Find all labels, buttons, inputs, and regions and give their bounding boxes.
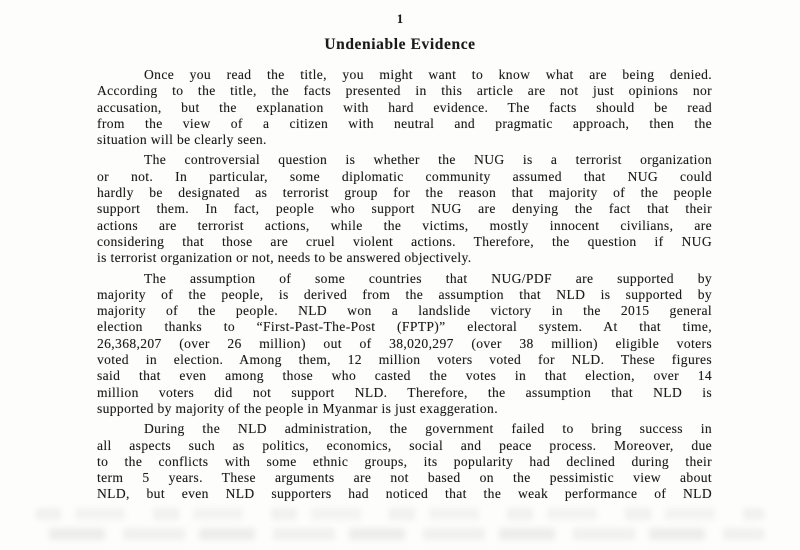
text-line: According to the title, the facts presented in this article are not just opinions nor xyxy=(97,83,712,99)
text-line: majority of the people. NLD won a landslide victory in the 2015 general xyxy=(97,303,712,319)
text-line: to the conflicts with some ethnic groups, its popularity had declined during their xyxy=(97,453,712,469)
text-line: During the NLD administration, the government failed to bring success in xyxy=(144,421,712,437)
text-line: majority of the people, is derived from the assumption that NLD is supported by xyxy=(97,286,712,302)
text-line: is terrorist organization or not, needs to be answered objectively. xyxy=(97,250,472,266)
text-line: said that even among those who casted the votes in that election, over 14 xyxy=(97,368,712,384)
text-line: term 5 years. These arguments are not based on the pessimistic view about xyxy=(97,470,712,486)
text-line: million voters did not support NLD. Therefore, the assumption that NLD is xyxy=(97,384,712,400)
paragraph xyxy=(97,67,712,148)
text-line: support them. In fact, people who support NUG are denying the fact that their xyxy=(97,201,712,217)
document-body xyxy=(97,67,712,503)
text-line: considering that those are cruel violent actions. Therefore, the question if NUG xyxy=(97,233,712,249)
text-line: voted in election. Among them, 12 million voters voted for NLD. These figures xyxy=(97,352,712,368)
text-line: or not. In particular, some diplomatic community assumed that NUG could xyxy=(97,168,712,184)
page-number: 1 xyxy=(396,12,404,26)
text-line: The assumption of some countries that NUG/PDF are supported by xyxy=(144,270,712,286)
text-line: NLD, but even NLD supporters had noticed that the weak performance of NLD xyxy=(97,486,712,502)
scan-bleed-artifact xyxy=(35,508,765,520)
text-line: hardly be designated as terrorist group for the reason that majority of the people xyxy=(97,185,712,201)
text-line: actions are terrorist actions, while the victims, mostly innocent civilians, are xyxy=(97,217,712,233)
text-line: supported by majority of the people in Myanmar is just exaggeration. xyxy=(97,400,498,416)
document-title: Undeniable Evidence xyxy=(324,36,476,53)
text-line: accusation, but the explanation with hard evidence. The facts should be read xyxy=(97,99,712,115)
text-line: situation will be clearly seen. xyxy=(97,132,267,148)
paragraph xyxy=(97,271,712,418)
text-line: The controversial question is whether the NUG is a terrorist organization xyxy=(144,152,712,168)
text-line: 26,368,207 (over 26 million) out of 38,020,297 (over 38 million) eligible voters xyxy=(97,335,712,351)
paragraph xyxy=(97,152,712,266)
text-line: election thanks to “First-Past-The-Post (FPTP)” electoral system. At that time, xyxy=(97,319,712,335)
text-line: Once you read the title, you might want to know what are being denied. xyxy=(144,67,712,82)
text-line: from the view of a citizen with neutral and pragmatic approach, then the xyxy=(97,115,712,131)
text-line: all aspects such as politics, economics, social and peace process. Moreover, due xyxy=(97,437,712,453)
paragraph xyxy=(97,421,712,502)
scan-bleed-artifact xyxy=(35,528,765,540)
